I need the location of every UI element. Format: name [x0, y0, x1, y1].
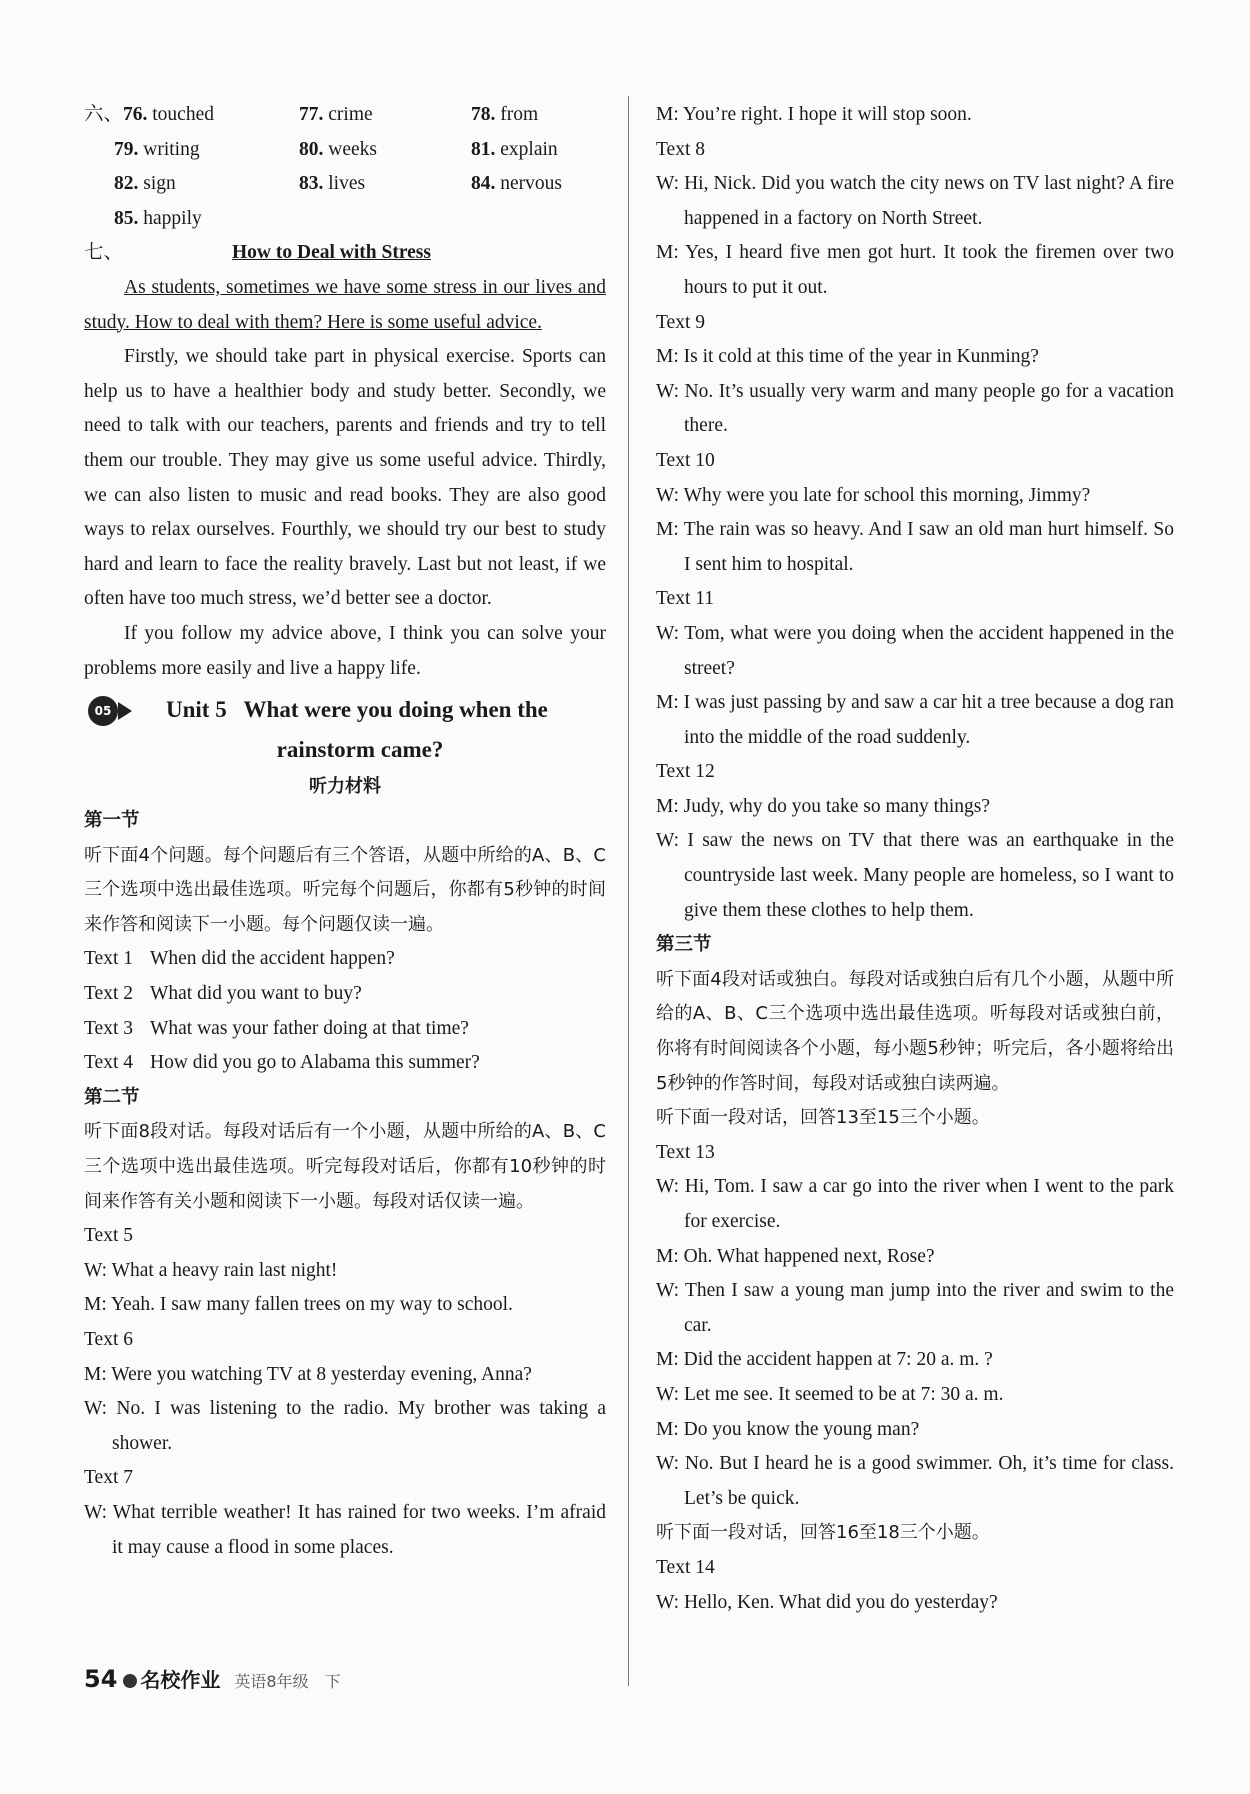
list-item: Text 2 What did you want to buy? [84, 983, 362, 1005]
text-label: Text 10 [656, 449, 715, 471]
part-instructions: 听下面4段对话或独白。每段对话或独白后有几个小题，从题中所给的A、B、C三个选项中选出最佳选项。听每段对话或独白前，你将有时间阅读各个小题，每小题5秒钟；听完后，各小题将给出5秒钟的作答时间，每段对话或独白读两遍。 [656, 968, 1174, 1094]
dialog-list [656, 1136, 1174, 1517]
left-column [84, 98, 606, 1565]
dialog-line: W: No. I was listening to the radio. My brother was taking a shower. [84, 1398, 606, 1454]
dialog-note: 听下面一段对话，回答16至18三个小题。 [656, 1522, 990, 1544]
dialog-line: M: Judy, why do you take so many things? [656, 795, 991, 817]
dialog-line: W: Then I saw a young man jump into the river and swim to the car. [656, 1280, 1174, 1336]
unit-badge-icon: 05 [88, 696, 118, 726]
dialog-list [656, 1551, 1174, 1620]
dialog-list [84, 1219, 606, 1565]
section-number: 七、 [84, 242, 124, 264]
answer-item: 78. from [471, 104, 539, 125]
answer-row [84, 98, 606, 133]
dialog-note: 听下面一段对话，回答13至15三个小题。 [656, 1107, 990, 1129]
answer-item: 80. weeks [299, 138, 377, 160]
dialog-line: W: Let me see. It seemed to be at 7: 30 a. m. [656, 1383, 1004, 1405]
dialog-line: M: I was just passing by and saw a car hit a tree because a dog ran into the middle of the road suddenly. [656, 692, 1174, 748]
essay-body: Firstly, we should take part in physical exercise. Sports can help us to have a healthier body and study better. Secondly, we need to talk with our teachers, parents and friends and try to tell them our trouble. They may give us some useful advice. Thirdly, we can also listen to music and read books. They are also good ways to relax ourselves. Fourthly, we should try our best to study hard and learn to face the reality bravely. Last but not least, if we often have too much stress, we’d better see a doctor. [84, 346, 606, 610]
brand-logo: 名校作业 [123, 1664, 220, 1693]
section-number: 六、 [84, 104, 124, 125]
unit-heading [84, 690, 606, 770]
part-heading: 第一节 [84, 810, 140, 832]
answer-item: 77. crime [299, 104, 373, 125]
dialog-line: W: Hi, Tom. I saw a car go into the river when I went to the park for exercise. [656, 1176, 1174, 1232]
right-column [656, 98, 1174, 1620]
list-item: Text 1 When did the accident happen? [84, 948, 395, 970]
column-divider [628, 96, 629, 1686]
section-subtitle: 听力材料 [309, 776, 381, 798]
text-label: Text 11 [656, 588, 715, 610]
answer-item: 85. happily [114, 207, 202, 229]
part-instructions: 听下面8段对话。每段对话后有一个小题，从题中所给的A、B、C三个选项中选出最佳选项。听完每段对话后，你都有10秒钟的时间来作答有关小题和阅读下一小题。每段对话仅读一遍。 [84, 1121, 606, 1212]
answer-row [84, 167, 606, 202]
question-list [84, 942, 606, 1080]
answer-item: 81. explain [471, 138, 558, 160]
dialog-list [656, 98, 1174, 928]
dialog-line: W: Why were you late for school this morning, Jimmy? [656, 484, 1091, 506]
essay-header [84, 236, 606, 271]
unit-title-cont: rainstorm came? [276, 737, 444, 763]
part-instructions: 听下面4个问题。每个问题后有三个答语，从题中所给的A、B、C三个选项中选出最佳选项。听完每个问题后，你都有5秒钟的时间来作答和阅读下一小题。每个问题仅读一遍。 [84, 844, 606, 935]
page-footer [84, 1664, 341, 1693]
list-item: Text 4 How did you go to Alabama this summer? [84, 1052, 480, 1074]
essay-conclusion: If you follow my advice above, I think you can solve your problems more easily and live a happy life. [84, 622, 606, 679]
dialog-line: W: What a heavy rain last night! [84, 1259, 338, 1281]
dialog-line: W: Tom, what were you doing when the accident happened in the street? [656, 622, 1174, 679]
dialog-line: W: I saw the news on TV that there was an earthquake in the countryside last week. Many people are homeless, so I want to give them these clothes to help them. [656, 830, 1174, 921]
dialog-line: M: Were you watching TV at 8 yesterday evening, Anna? [84, 1363, 532, 1385]
text-label: Text 13 [656, 1141, 715, 1163]
essay [84, 236, 606, 686]
text-label: Text 7 [84, 1467, 133, 1489]
page-number: 54 [84, 1665, 118, 1693]
text-label: Text 6 [84, 1329, 133, 1350]
dialog-line: M: Is it cold at this time of the year in Kunming? [656, 346, 1039, 368]
answer-item: 82. sign [114, 173, 176, 195]
unit-title: Unit 5 What were you doing when the [166, 697, 548, 723]
text-label: Text 5 [84, 1225, 133, 1247]
answer-key [84, 98, 606, 236]
dialog-line: M: Yes, I heard five men got hurt. It took the firemen over two hours to put it out. [656, 242, 1174, 298]
essay-title: How to Deal with Stress [232, 242, 431, 264]
brand-dot-icon [123, 1674, 137, 1688]
dialog-line: M: Do you know the young man? [656, 1418, 920, 1440]
text-label: Text 12 [656, 761, 715, 783]
part-heading: 第二节 [84, 1086, 140, 1108]
answer-row [84, 133, 606, 168]
text-label: Text 14 [656, 1556, 715, 1578]
answer-item: 83. lives [299, 173, 366, 195]
book-info: 英语8年级 下 [234, 1672, 341, 1691]
list-item: Text 3 What was your father doing at that time? [84, 1017, 469, 1039]
text-label: Text 8 [656, 138, 705, 160]
essay-intro: As students, sometimes we have some stress in our lives and study. How to deal with them? Here is some useful advice. [84, 276, 606, 333]
answer-item: 79. writing [114, 138, 200, 160]
dialog-line: M: The rain was so heavy. And I saw an old man hurt himself. So I sent him to hospital. [656, 519, 1174, 575]
part-heading: 第三节 [656, 934, 712, 956]
dialog-line: W: What terrible weather! It has rained for two weeks. I’m afraid it may cause a flood in some places. [84, 1501, 606, 1558]
dialog-line: M: You’re right. I hope it will stop soon. [656, 104, 972, 125]
dialog-line: M: Oh. What happened next, Rose? [656, 1245, 935, 1267]
arrow-icon [118, 702, 132, 720]
dialog-line: M: Did the accident happen at 7: 20 a. m. ? [656, 1349, 993, 1371]
dialog-line: W: No. But I heard he is a good swimmer. Oh, it’s time for class. Let’s be quick. [656, 1453, 1174, 1509]
dialog-line: W: Hello, Ken. What did you do yesterday? [656, 1591, 998, 1613]
dialog-line: W: Hi, Nick. Did you watch the city news on TV last night? A fire happened in a factory on North Street. [656, 173, 1174, 229]
text-label: Text 9 [656, 311, 705, 333]
dialog-line: M: Yeah. I saw many fallen trees on my way to school. [84, 1294, 513, 1316]
answer-item: 84. nervous [471, 173, 562, 195]
answer-item: 六、76. touched [84, 104, 214, 125]
dialog-line: W: No. It’s usually very warm and many people go for a vacation there. [656, 380, 1174, 437]
answer-row [84, 202, 606, 237]
